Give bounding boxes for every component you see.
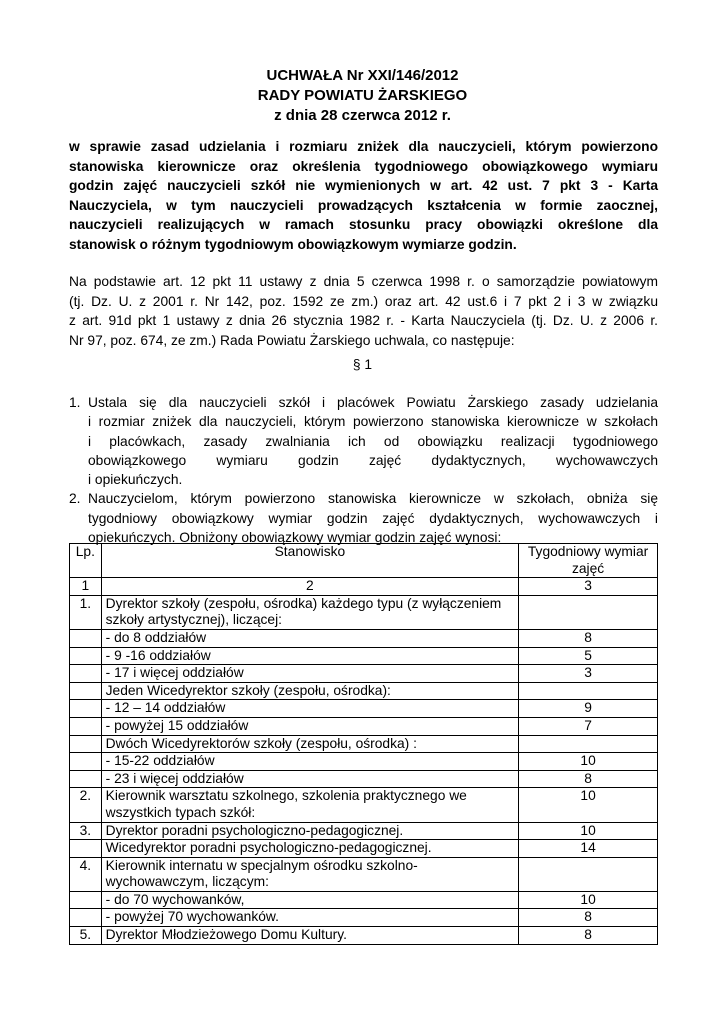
table-row: [70, 857, 658, 891]
row-lp: [70, 735, 102, 753]
preamble-line: z art. 91d pkt 1 ustawy z dnia 26 stycznia 1982 r. - Karta Nauczyciela (tj. Dz. U. z 2006 r.: [69, 313, 658, 328]
row-text: - do 70 wychowanków,: [101, 891, 519, 909]
list-item-line: i rozmiar zniżek dla nauczycieli, którym powierzono stanowiska kierownicze w szkołach: [88, 414, 658, 430]
row-value: 5: [519, 647, 658, 665]
table-row: [70, 891, 658, 909]
row-lp: 5.: [70, 927, 102, 945]
table-row: [70, 770, 658, 788]
row-value: 8: [519, 770, 658, 788]
row-text: Dwóch Wicedyrektorów szkoły (zespołu, ośrodka) :: [101, 735, 519, 753]
row-text: Dyrektor szkoły (zespołu, ośrodka) każdego typu (z wyłączeniem szkoły artystycznej), liczącej:: [101, 595, 519, 629]
table-row: [70, 595, 658, 629]
list-item-line: opiekuńczych. Obniżony obowiązkowy wymiar godzin zajęć wynosi:: [88, 530, 502, 546]
preamble-line: (tj. Dz. U. z 2001 r. Nr 142, poz. 1592 ze zm.) oraz art. 42 ust.6 i 7 pkt 2 i 3 w związku: [69, 293, 658, 309]
subject-line: stanowisk o różnym tygodniowym obowiązkowym wymiarze godzin.: [69, 236, 517, 252]
row-lp: 1.: [70, 595, 102, 629]
row-text: - powyżej 70 wychowanków.: [101, 909, 519, 927]
preamble-line: Na podstawie art. 12 pkt 11 ustawy z dnia 5 czerwca 1998 r. o samorządzie powiatowym: [69, 274, 658, 289]
row-lp: [70, 665, 102, 683]
row-text: Dyrektor poradni psychologiczno-pedagogicznej.: [101, 822, 519, 840]
legal-basis-paragraph: [69, 272, 658, 350]
table-row: [70, 629, 658, 647]
list-item-line: Nauczycielom, którym powierzono stanowiska kierownicze w szkołach, obniża się: [88, 491, 658, 507]
row-lp: [70, 753, 102, 771]
row-lp: 3.: [70, 822, 102, 840]
list-item: [69, 393, 658, 489]
row-text: Kierownik internatu w specjalnym ośrodku szkolno-wychowawczym, liczącym:: [101, 857, 519, 891]
row-text: - do 8 oddziałów: [101, 629, 519, 647]
row-lp: [70, 840, 102, 858]
row-lp: [70, 700, 102, 718]
row-lp: [70, 629, 102, 647]
row-lp: [70, 682, 102, 700]
preamble-line: Nr 97, poz. 674, ze zm.) Rada Powiatu Żarskiego uchwala, co następuje:: [69, 332, 515, 348]
resolution-number: UCHWAŁA Nr XXI/146/2012: [266, 67, 459, 84]
row-value: [519, 595, 658, 629]
row-value: 9: [519, 700, 658, 718]
row-lp: [70, 909, 102, 927]
row-value: 8: [519, 909, 658, 927]
header-lp: Lp.: [70, 544, 102, 578]
reduction-table: [69, 543, 658, 945]
row-lp: 2.: [70, 788, 102, 822]
row-value: 10: [519, 788, 658, 822]
row-value: [519, 735, 658, 753]
row-text: Kierownik warsztatu szkolnego, szkolenia praktycznego we wszystkich typach szkół:: [101, 788, 519, 822]
table-row: [70, 840, 658, 858]
subject-line: nauczycieli realizujących w ramach stosunku pracy obowiązki określone dla: [69, 217, 658, 232]
row-text: - powyżej 15 oddziałów: [101, 717, 519, 735]
colnum-1: 1: [70, 578, 102, 596]
subject-line: stanowiska kierownicze oraz określenia tygodniowego obowiązkowego wymiaru: [69, 158, 658, 174]
row-text: - 23 i więcej oddziałów: [101, 770, 519, 788]
row-text: Dyrektor Młodzieżowego Domu Kultury.: [101, 927, 519, 945]
list-item-line: i placówkach, zasady zwalniania ich od obowiązku realizacji tygodniowego: [88, 433, 658, 449]
council-name: RADY POWIATU ŻARSKIEGO: [257, 87, 468, 104]
list-item-line: i opiekuńczych.: [88, 472, 183, 488]
list-item-line: Ustala się dla nauczycieli szkół i placówek Powiatu Żarskiego zasady udzielania: [88, 395, 658, 410]
row-text: Wicedyrektor poradni psychologiczno-pedagogicznej.: [101, 840, 519, 858]
row-value: 3: [519, 665, 658, 683]
list-item-line: tygodniowy obowiązkowy wymiar godzin zajęć dydaktycznych, wychowawczych i: [88, 510, 658, 526]
row-lp: [70, 717, 102, 735]
list-item: [69, 489, 658, 547]
row-value: [519, 682, 658, 700]
row-value: 8: [519, 629, 658, 647]
table-row: [70, 822, 658, 840]
table-row: [70, 665, 658, 683]
section-heading: § 1: [352, 357, 373, 372]
table-row: [70, 909, 658, 927]
table-header-row: [70, 544, 658, 578]
subject-line: godzin zajęć nauczycieli szkół nie wymienionych w art. 42 ust. 7 pkt 3 - Karta: [69, 178, 658, 193]
colnum-2: 2: [101, 578, 519, 596]
table-row: [70, 735, 658, 753]
list-item-number: 1.: [69, 395, 81, 410]
table-row: [70, 700, 658, 718]
header-stanowisko: Stanowisko: [101, 544, 519, 578]
list-item-number: 2.: [69, 491, 81, 507]
row-value: 10: [519, 822, 658, 840]
resolution-date: z dnia 28 czerwca 2012 r.: [274, 107, 451, 124]
resolution-subject: [69, 137, 658, 254]
row-lp: [70, 770, 102, 788]
colnum-3: 3: [519, 578, 658, 596]
list-item-line: obowiązkowego wymiaru godzin zajęć dydaktycznych, wychowawczych: [88, 452, 658, 468]
table-row: [70, 788, 658, 822]
row-text: - 15-22 oddziałów: [101, 753, 519, 771]
row-lp: 4.: [70, 857, 102, 891]
row-text: - 12 – 14 oddziałów: [101, 700, 519, 718]
table-row: [70, 753, 658, 771]
row-value: 7: [519, 717, 658, 735]
table-row: [70, 927, 658, 945]
header-wymiar: Tygodniowy wymiar zajęć: [519, 544, 658, 578]
row-value: 10: [519, 753, 658, 771]
row-text: - 17 i więcej oddziałów: [101, 665, 519, 683]
row-text: Jeden Wicedyrektor szkoły (zespołu, ośrodka):: [101, 682, 519, 700]
row-value: 14: [519, 840, 658, 858]
row-lp: [70, 647, 102, 665]
table-colnum-row: [70, 578, 658, 596]
row-lp: [70, 891, 102, 909]
subject-line: w sprawie zasad udzielania i rozmiaru zniżek dla nauczycieli, którym powierzono: [69, 139, 658, 154]
row-value: 10: [519, 891, 658, 909]
table-row: [70, 682, 658, 700]
row-value: [519, 857, 658, 891]
subject-line: Nauczyciela, w tym nauczycieli prowadzących kształcenia w formie zaocznej,: [69, 197, 658, 213]
row-text: - 9 -16 oddziałów: [101, 647, 519, 665]
row-value: 8: [519, 927, 658, 945]
table-row: [70, 717, 658, 735]
table-row: [70, 647, 658, 665]
numbered-list: [69, 393, 658, 547]
